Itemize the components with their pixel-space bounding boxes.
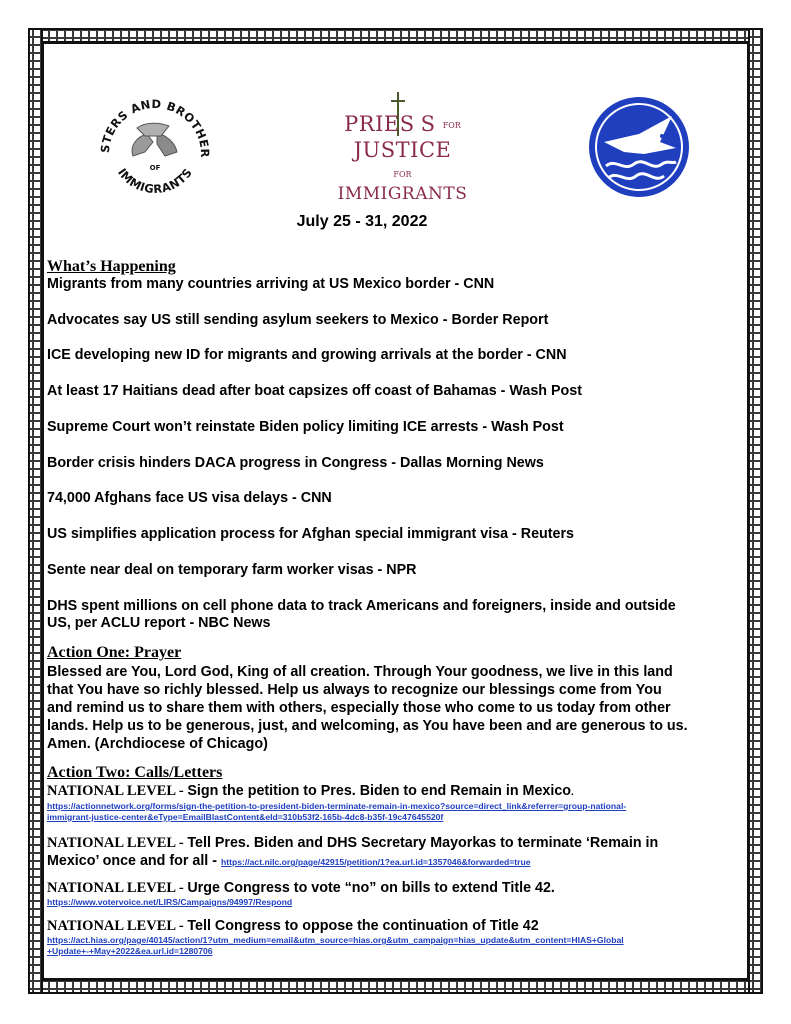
logo-line-immigrants: FOR IMMIGRANTS: [337, 170, 468, 204]
headline-item: ICE developing new ID for migrants and growing arrivals at the border - CNN: [47, 347, 567, 363]
action-level-label: NATIONAL LEVEL -: [47, 880, 188, 896]
logo-arc-top-text: STERS AND BROTHER: [97, 96, 213, 159]
dove-logo: [584, 92, 694, 202]
logo-line-justice: JUSTICE: [353, 138, 452, 162]
priests-for-justice-logo: [330, 92, 475, 204]
action-link-continued[interactable]: +Update+-+May+2022&ea.url.id=1280706: [47, 946, 213, 956]
headline-item: At least 17 Haitians dead after boat capsizes off coast of Bahamas - Wash Post: [47, 383, 582, 399]
headline-item: Border crisis hinders DACA progress in Congress - Dallas Morning News: [47, 455, 544, 471]
headline-item: DHS spent millions on cell phone data to track Americans and foreigners, inside and outside US, per ACLU report - NBC News: [47, 598, 676, 631]
headline-item: Migrants from many countries arriving at US Mexico border - CNN: [47, 276, 495, 292]
sisters-and-brothers-logo: [95, 92, 215, 208]
logo-line-priests: PRIES S FOR: [344, 112, 461, 136]
action-one-heading: Action One: Prayer: [47, 644, 182, 661]
logo-middle-text: OF: [149, 164, 161, 172]
action-level-label: NATIONAL LEVEL -: [47, 783, 188, 799]
headline-item: 74,000 Afghans face US visa delays - CNN: [47, 490, 332, 506]
page-border-right: [748, 28, 763, 994]
headline-item: Advocates say US still sending asylum seekers to Mexico - Border Report: [47, 312, 549, 328]
logo-arc-bottom-text: IMMIGRANTS: [115, 165, 196, 197]
dove-icon: [584, 92, 694, 202]
action-item: NATIONAL LEVEL - Tell Congress to oppose the continuation of Title 42 https://act.hias.org/page/40145/action/1?utm_medium=email&utm_source=hias.org&utm_campaign=hias_update&utm_content=HIAS+Global +Update+-+May+2022&ea.url.id=1280706: [47, 917, 747, 957]
date-range: July 25 - 31, 2022: [296, 213, 428, 230]
petition-link-continued[interactable]: immigrant-justice-center&eType=EmailBlastContent&eId=310b53f2-165b-4dc8-b35f-19c47645520f: [47, 812, 444, 822]
petition-link[interactable]: https://actionnetwork.org/forms/sign-the-petition-to-president-biden-terminate-remain-in-mexico?source=direct_link&referrer=group-national-: [47, 801, 627, 811]
action-level-label: NATIONAL LEVEL -: [47, 918, 188, 934]
action-item: NATIONAL LEVEL - Urge Congress to vote “no” on bills to extend Title 42. https://www.votervoice.net/LIRS/Campaigns/94997/Respond: [47, 879, 747, 908]
page-border-top: [28, 28, 763, 43]
sisters-brothers-emblem-icon: [95, 92, 215, 208]
action-two-heading: Action Two: Calls/Letters: [47, 764, 223, 781]
respond-link[interactable]: https://www.votervoice.net/LIRS/Campaigns/94997/Respond: [47, 897, 293, 907]
page-border-bottom: [28, 979, 763, 994]
action-level-label: NATIONAL LEVEL -: [47, 835, 188, 851]
headline-item: Sente near deal on temporary farm worker visas - NPR: [47, 562, 417, 578]
page-border-left: [28, 28, 43, 994]
petition-link[interactable]: https://act.nilc.org/page/42915/petition/1?ea.url.id=1357046&forwarded=true: [221, 857, 531, 867]
action-item: NATIONAL LEVEL - Tell Pres. Biden and DHS Secretary Mayorkas to terminate ‘Remain in Mexico’ once and for all - https://act.nilc.org/page/42915/petition/1?ea.url.id=1357046&forwarded=true: [47, 835, 659, 869]
action-link[interactable]: https://act.hias.org/page/40145/action/1?utm_medium=email&utm_source=hias.org&utm_campaign=hias_update&utm_content=HIAS+Global: [47, 935, 624, 945]
whats-happening-heading: What’s Happening: [47, 258, 176, 275]
headline-item: Supreme Court won’t reinstate Biden policy limiting ICE arrests - Wash Post: [47, 419, 564, 435]
prayer-text: Blessed are You, Lord God, King of all creation. Through Your goodness, we live in this land that You have so richly blessed. Help us always to recognize our blessings come from You and remind us to share them with others, especially those who come to us today from other lands. Help us to be generous, just, and welcoming, as You have been and are generous to us. Amen. (Archdiocese of Chicago): [47, 664, 688, 752]
action-item: NATIONAL LEVEL - Sign the petition to Pres. Biden to end Remain in Mexico. https://actionnetwork.org/forms/sign-the-petition-to-president-biden-terminate-remain-in-mexico?source=direct_link&referrer=group-national- immigrant-justice-center&eType=EmailBlastContent&eId=310b53f2-165b-4dc8-b35f-19c47645520f: [47, 782, 747, 823]
headline-item: US simplifies application process for Afghan special immigrant visa - Reuters: [47, 526, 575, 542]
